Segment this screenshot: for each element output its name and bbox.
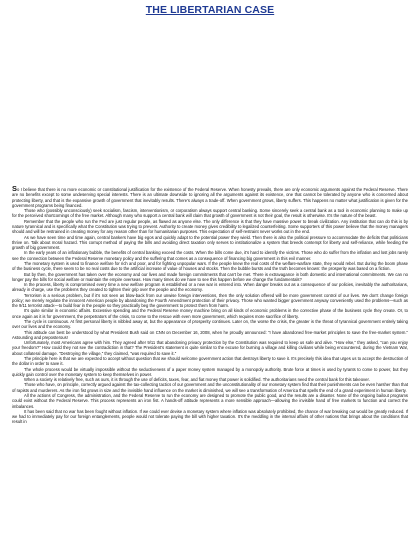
body-paragraph: In the process, liberty is compromised every time a new welfare program is established or a new war is entered into. When danger breaks out as a consequence of our policies, inevitably the authoritarians, already in charge, use the problems they created to tighten their grip over the people and the economy.	[12, 282, 408, 293]
document-title: THE LIBERTARIAN CASE	[145, 4, 275, 16]
body-paragraph: Remember that the people who run the Fed are just regular people, as flawed as anyone else. The only difference is that they have massive power to break civilization. Any institution that can do this is by nature tyrannical and is specifically what the Constitution was trying to prevent. Authority to create money gives credibility to legalized counterfeiting. Some supporters of this power believe that the money managers should and will be restrained in creating money for any reason other than for humanitarian purposes. This expectation of self-restraint never works out in the end.	[12, 218, 408, 235]
document-body	[12, 186, 408, 425]
body-paragraph: It's quite similar in economic affairs. Excessive spending and the Federal Reserve money machine bring on all kinds of economic problems in the corrective phase of the business cycle they create. Or, to once again as it is for government, the perpetrators of the crisis, to come to the rescue with even more government, which requires more sacrifice of liberty.	[12, 308, 408, 319]
body-paragraph: Those who (possibly unconsciously) seek socialism, fascism, interventionism, or corporatism always support central banking. Some sincerely seek a central bank as a tool in economic planning to make up for the perceived shortcomings of the free market. Although many who support a central bank will claim that growth of government is not their goal, the result is otherwise. It's the nature of the beast.	[12, 208, 408, 219]
drop-cap: S	[12, 184, 18, 193]
body-paragraph: When a society is relatively free, such as ours, it is through the use of deficits, taxes, fear, and fiat money that power is solidified. The authoritarians need the central bank for this takeover.	[24, 377, 370, 383]
body-paragraph: It has been said that no war has been fought without inflation. If we could ever devise a monetary system where inflation was absolutely prohibited, the chance of war breaking out would be greatly reduced. If we had to immediately pay for our foreign entanglements, people would not tolerate paying the bill with higher taxation. It's the meddling in the internal affairs of other nations that brings about the conditions that result in	[12, 408, 408, 425]
body-paragraph: The cycle is continuous. At first personal liberty is nibbled away at, but the appearance of prosperity continues. Later on, the worse the crisis, the greater is the threat of tyrannical government entirely taking over our lives and the economy.	[12, 319, 408, 330]
body-paragraph: The monetary system is used to finance welfare for rich and poor, and for fighting unpopular wars. If the people knew the real costs of the welfare-warfare state, they would rebel. But during the boom phase of the business cycle, there seem to be no real costs due to the artificial increase of value of houses and stocks. Then the bubble bursts and the truth becomes known: the prosperity was based on a fiction.	[12, 260, 408, 272]
first-paragraph	[12, 186, 408, 208]
body-paragraph: Those who have, on principle, correctly argued against the tax-collecting tactics of our government and the unconstitutionality of our monetary system find that their punishments can be even harsher than that of rapists and murderers. As the iron fist grows in size and the invisible hand influence on the market is diminished, we will see a transformation of America that spells the end of a grand experiment in human liberty.	[12, 382, 408, 393]
body-paragraph: Terrorism is a serious problem, but if it's not seen as blow-back from our unwise foreign interventions, then the only solution offered will be more government control of our lives. We don't change foreign policy; we merely regulate the innocent American people by abandoning the Fourth Amendment protection of their privacy. Those who wanted bigger government anyway conveniently used the problems—such as the 9/11 terrorist attack—to build fear in the people so they practically beg the government to protect them from harm.	[12, 292, 408, 309]
body-paragraph: But by then, the government has taken over the economy and our lives and made foreign commitments that can't be met. There is extravagance in both domestic and international commitments. We can no longer pay the bills for social welfare or maintain the empire overseas. How many times do we have to see this happen before we change the fundamentals?	[12, 271, 408, 282]
body-paragraph: In the early years of an inflationary bubble, the benefits of central banking exceed the costs. When the bills come due, it's hard to identify the victims. Those who do suffer from the inflation and lost jobs rarely see the connection between the Federal Reserve monetary policy and the suffering that comes as a consequence of financing big government in this evil manner.	[12, 250, 408, 261]
first-paragraph-text: o I believe that there is no more economic or constitutional justification for the existence of the Federal Reserve. When honesty prevails, there are only economic arguments against the Federal Reserve. There are no benefits except to some undeserving special interests. There is an ultimate downside to ignoring all the arguments against its existence, one that cannot be tolerated by anyone who is concerned about protecting liberty, and that is the expansive growth of government that inevitably results. There's always a trade-off. When government grows, liberty suffers. This happens no matter what justification is given for the government programs being financed.	[12, 187, 408, 208]
body-paragraph: The principle here is that we are expected to accept without question that we should welcome government action that destroys liberty to save it. It's precisely this idea that urges us to accept the destruction of the dollar in order to save it.	[12, 356, 408, 367]
body-paragraph: Unfortunately, most Americans agree with him. They agreed after 9/11 that abandoning privacy protection by the Constitution was required to keep us safe and alive. "How else," they asked, "can you enjoy your freedom?" How could they not see the contradiction in that? The President's statement is quite similar to the excuse for burning a village and killing civilians while being encountered, during the Vietnam War, about collateral damage. "Destroying the village," they claimed, "was required to save it."	[12, 340, 408, 356]
body-paragraph: The whole process would be virtually impossible without the seductiveness of a paper money system managed by a monopoly authority. Brute force at times is used by tyrants to come to power, but they quickly gain control over the monetary system to keep themselves in power.	[12, 366, 408, 377]
body-paragraph: All the actions of Congress, the administration, and the Federal Reserve to run the economy are designed to promote the public good, and the results are a disaster. None of the ongoing bailout programs could exist without the Federal Reserve. This process represents an iron fist. A hands-off attitude represents a more sensible approach—allowing the invisible hand of free markets to function and correct the imbalances.	[12, 392, 408, 409]
body-paragraph: This attitude can best be understood by what President Bush said on CNN on December 16, 2008, when he proudly announced: "I have abandoned free-market principles to save the free-market system." Astounding and preposterous!	[12, 329, 408, 340]
body-paragraph: As we have seen time and time again, central bankers have big egos and quickly adapt to the potential power they wield. Then there is also the political pressure to accommodate the deficits that politicians thrive on. Talk about moral hazard. This corrupt method of paying the bills and avoiding direct taxation only serves to institutionalize a system that breeds contempt for liberty and self-reliance, while feeding the growth of big government.	[12, 234, 408, 251]
